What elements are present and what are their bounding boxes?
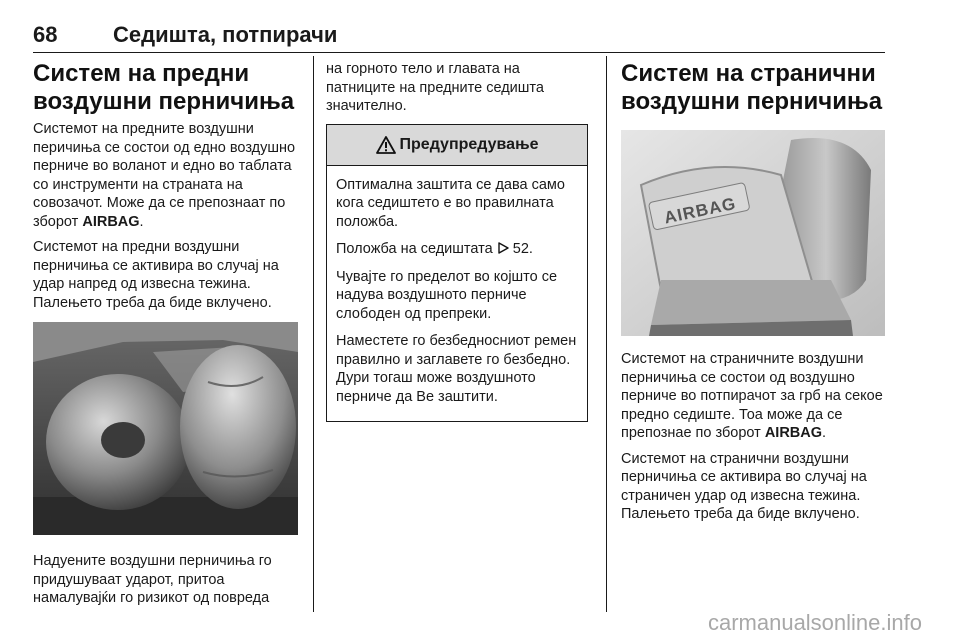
watermark: carmanualsonline.info xyxy=(707,610,922,635)
page-header xyxy=(33,22,885,50)
column-divider xyxy=(606,56,607,612)
warning-text-2: Положба на седиштата 52. xyxy=(336,241,533,257)
column-divider xyxy=(313,56,314,612)
page-reference-icon xyxy=(497,242,509,254)
seat-airbag-photo xyxy=(621,130,885,336)
warning-text-4: Наместете го безбедносниот ремен правилно и заглавете го безбедно. Дури тогаш може воздушното перниче да Ве заштити. xyxy=(336,333,577,405)
section-title: Седишта, потпирачи xyxy=(113,22,338,47)
airbag-word: AIRBAG xyxy=(82,213,140,230)
warning-title: Предупредување xyxy=(399,135,539,153)
seat-airbag-label: AIRBAG xyxy=(662,193,738,228)
warning-box xyxy=(326,124,588,423)
header-rule xyxy=(33,52,885,53)
airbag-word: AIRBAG xyxy=(764,425,823,441)
column-side-airbags xyxy=(621,60,887,531)
airbag-photo-caption: Надуените воздушни перничиња го придушуваат ударот, притоа намалувајќи го ризикот од повреда xyxy=(33,553,272,606)
inflated-airbags-photo xyxy=(33,322,298,535)
warning-text-1: Оптимална заштита се дава само кога седиштето е во правилната положба. xyxy=(336,176,565,230)
front-airbag-paragraph-2: Системот на предни воздушни перничиња се активира во случај на удар напред од извесна тежина. Палењето треба да биде вклучено. xyxy=(33,239,279,311)
warning-triangle-icon xyxy=(376,136,396,154)
page-number: 68 xyxy=(33,22,58,47)
page-reference-link[interactable]: 52. xyxy=(512,241,533,257)
side-airbag-paragraph-1: Системот на страничните воздушни перничиња се состои од воздушно перниче во потпирачот за грб на секое предно седиште. Тоа може да се препознае по зборот AIRBAG. xyxy=(621,351,883,441)
warning-text-3: Чувајте го пределот во којшто се надува воздушното перниче слободен од препреки. xyxy=(336,268,558,322)
front-airbag-heading: Систем на предни воздушни перничиња xyxy=(33,60,295,115)
warning-header xyxy=(327,125,587,166)
side-airbag-paragraph-2: Системот на странични воздушни перничиња се активира во случај на страничен удар од извесна тежина. Палењето треба да биде вклучено. xyxy=(621,450,867,522)
column-front-airbags xyxy=(33,60,301,615)
column-warning xyxy=(326,60,590,422)
warning-body xyxy=(327,166,587,422)
continued-paragraph: на горното тело и главата на патниците на предните седишта значително. xyxy=(326,61,544,114)
front-airbag-paragraph-1: Системот на предните воздушни перичиња се состои од едно воздушно перниче во воланот и едно во таблата со инструменти на страната на совозачот. Може да се препознаат по зборот AIRBAG. xyxy=(33,121,296,230)
side-airbag-heading: Систем на странични воздушни перничиња xyxy=(621,60,883,115)
